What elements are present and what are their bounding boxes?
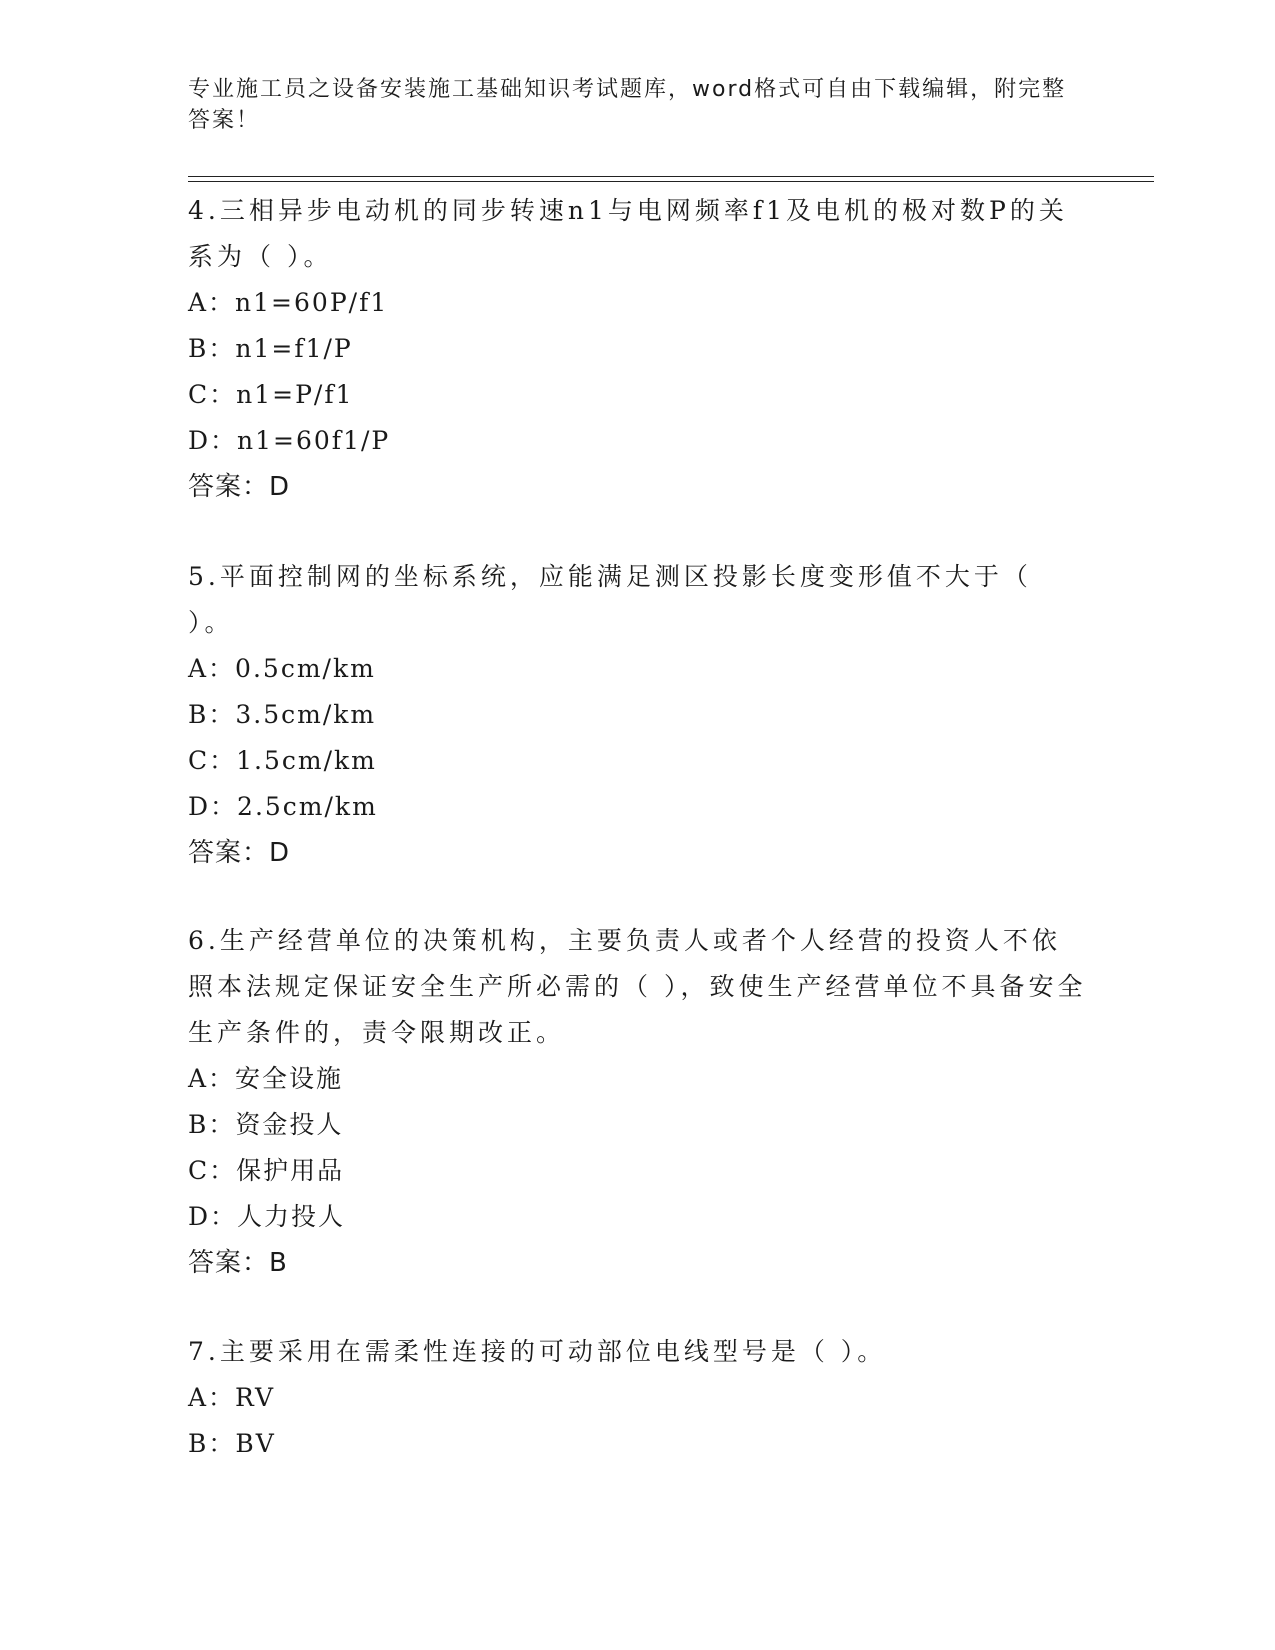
question-5 [188,554,1088,876]
option-d: D：2.5cm/km [188,792,378,821]
question-stem: 5.平面控制网的坐标系统，应能满足测区投影长度变形值不大于（ ）。 [188,562,1032,637]
option-b: B：n1=f1/P [188,334,353,363]
question-4 [188,188,1088,510]
option-c: C：n1=P/f1 [188,380,354,409]
answer: 答案：D [188,838,291,868]
option-a: A：安全设施 [188,1064,344,1093]
question-stem: 6.生产经营单位的决策机构，主要负责人或者个人经营的投资人不依照本法规定保证安全生产所必需的（ ），致使生产经营单位不具备安全生产条件的，责令限期改正。 [188,926,1087,1047]
option-a: A：RV [188,1383,276,1412]
option-b: B：3.5cm/km [188,700,377,729]
question-stem: 4.三相异步电动机的同步转速n1与电网频率f1及电机的极对数P的关系为（ ）。 [188,196,1068,271]
option-c: C：保护用品 [188,1156,345,1185]
option-d: D：人力投人 [188,1202,346,1231]
header-divider-bottom [188,181,1154,182]
header-divider-top [188,176,1154,177]
answer: 答案：B [188,1248,288,1278]
document-intro: 专业施工员之设备安装施工基础知识考试题库，word格式可自由下载编辑，附完整答案！ [188,77,1067,133]
option-c: C：1.5cm/km [188,746,377,775]
option-b: B：BV [188,1429,276,1458]
question-6 [188,918,1088,1286]
question-7 [188,1329,1088,1467]
option-a: A：0.5cm/km [188,654,376,683]
answer: 答案：D [188,472,291,502]
option-d: D：n1=60f1/P [188,426,391,455]
option-b: B：资金投人 [188,1110,344,1139]
option-a: A：n1=60P/f1 [188,288,389,317]
question-stem: 7.主要采用在需柔性连接的可动部位电线型号是（ ）。 [188,1337,887,1366]
